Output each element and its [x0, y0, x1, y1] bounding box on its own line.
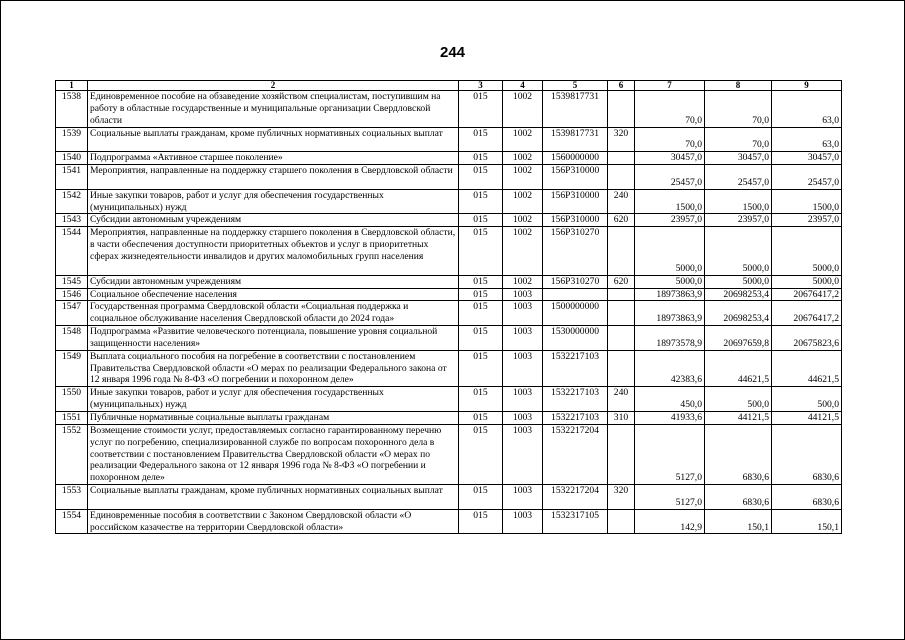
table-row: [56, 275, 842, 288]
row-name-cell: Единовременное пособие на обзаведение хозяйством специалистам, поступившим на работу в областные государственные и муниципальные организации Свердловской области: [88, 91, 459, 128]
section-code-cell: 1003: [503, 411, 543, 424]
row-name-cell: Иные закупки товаров, работ и услуг для обеспечения государственных (муниципальных) нужд: [88, 189, 459, 214]
ministry-code-cell: 015: [459, 189, 503, 214]
row-number-cell: 1539: [56, 127, 88, 152]
amount-col7-cell: 1500,0: [635, 189, 705, 214]
table-row: [56, 301, 842, 326]
row-name-cell: Субсидии автономным учреждениям: [88, 275, 459, 288]
expense-type-cell: [608, 152, 635, 165]
ministry-code-cell: 015: [459, 275, 503, 288]
amount-col9-cell: 6830,6: [772, 485, 842, 510]
amount-col9-cell: 20676417,2: [772, 288, 842, 301]
amount-col9-cell: 5000,0: [772, 227, 842, 275]
ministry-code-cell: 015: [459, 424, 503, 484]
target-article-cell: 156P310000: [543, 214, 608, 227]
target-article-cell: 156P310270: [543, 227, 608, 275]
expense-type-cell: 320: [608, 127, 635, 152]
header-cell: 9: [772, 81, 842, 91]
row-number-cell: 1544: [56, 227, 88, 275]
section-code-cell: 1003: [503, 387, 543, 412]
amount-col8-cell: 70,0: [705, 91, 772, 128]
expense-type-cell: [608, 227, 635, 275]
row-number-cell: 1547: [56, 301, 88, 326]
header-cell: 2: [88, 81, 459, 91]
amount-col7-cell: 30457,0: [635, 152, 705, 165]
target-article-cell: 156P310000: [543, 189, 608, 214]
target-article-cell: 156P310270: [543, 275, 608, 288]
table-body: [56, 91, 842, 534]
amount-col7-cell: 23957,0: [635, 214, 705, 227]
amount-col7-cell: 70,0: [635, 127, 705, 152]
amount-col8-cell: 6830,6: [705, 485, 772, 510]
header-cell: 6: [608, 81, 635, 91]
row-number-cell: 1552: [56, 424, 88, 484]
page-number: 244: [439, 44, 466, 61]
expense-type-cell: 320: [608, 485, 635, 510]
table-row: [56, 152, 842, 165]
amount-col9-cell: 20676417,2: [772, 301, 842, 326]
row-name-cell: Иные закупки товаров, работ и услуг для обеспечения государственных (муниципальных) нужд: [88, 387, 459, 412]
table-row: [56, 387, 842, 412]
table-row: [56, 214, 842, 227]
header-cell: 3: [459, 81, 503, 91]
table-row: [56, 165, 842, 190]
ministry-code-cell: 015: [459, 165, 503, 190]
target-article-cell: 1532217103: [543, 350, 608, 387]
expense-type-cell: [608, 350, 635, 387]
row-name-cell: Социальные выплаты гражданам, кроме публичных нормативных социальных выплат: [88, 127, 459, 152]
header-cell: 8: [705, 81, 772, 91]
amount-col9-cell: 1500,0: [772, 189, 842, 214]
target-article-cell: 1560000000: [543, 152, 608, 165]
ministry-code-cell: 015: [459, 227, 503, 275]
expense-type-cell: 620: [608, 275, 635, 288]
row-number-cell: 1541: [56, 165, 88, 190]
table-row: [56, 509, 842, 534]
table-row: [56, 411, 842, 424]
budget-table: [55, 80, 842, 534]
amount-col7-cell: 70,0: [635, 91, 705, 128]
amount-col9-cell: 150,1: [772, 509, 842, 534]
amount-col8-cell: 500,0: [705, 387, 772, 412]
section-code-cell: 1003: [503, 326, 543, 351]
ministry-code-cell: 015: [459, 301, 503, 326]
amount-col9-cell: 6830,6: [772, 424, 842, 484]
amount-col8-cell: 6830,6: [705, 424, 772, 484]
amount-col9-cell: 20675823,6: [772, 326, 842, 351]
table-row: [56, 189, 842, 214]
amount-col7-cell: 18973863,9: [635, 288, 705, 301]
expense-type-cell: 240: [608, 189, 635, 214]
target-article-cell: 1532217204: [543, 485, 608, 510]
target-article-cell: 1532217103: [543, 387, 608, 412]
table-row: [56, 424, 842, 484]
amount-col9-cell: 25457,0: [772, 165, 842, 190]
row-name-cell: Мероприятия, направленные на поддержку старшего поколения в Свердловской области: [88, 165, 459, 190]
row-number-cell: 1543: [56, 214, 88, 227]
section-code-cell: 1003: [503, 350, 543, 387]
target-article-cell: 156P310000: [543, 165, 608, 190]
expense-type-cell: [608, 509, 635, 534]
table-row: [56, 288, 842, 301]
ministry-code-cell: 015: [459, 152, 503, 165]
ministry-code-cell: 015: [459, 411, 503, 424]
section-code-cell: 1002: [503, 275, 543, 288]
row-name-cell: Единовременные пособия в соответствии с Законом Свердловской области «О российском казачестве на территории Свердловской области»: [88, 509, 459, 534]
amount-col7-cell: 5127,0: [635, 424, 705, 484]
expense-type-cell: [608, 326, 635, 351]
target-article-cell: 1532217204: [543, 424, 608, 484]
amount-col7-cell: 25457,0: [635, 165, 705, 190]
row-number-cell: 1553: [56, 485, 88, 510]
amount-col8-cell: 20697659,8: [705, 326, 772, 351]
amount-col9-cell: 500,0: [772, 387, 842, 412]
expense-type-cell: [608, 91, 635, 128]
row-number-cell: 1549: [56, 350, 88, 387]
ministry-code-cell: 015: [459, 91, 503, 128]
amount-col9-cell: 44621,5: [772, 350, 842, 387]
row-name-cell: Мероприятия, направленные на поддержку старшего поколения в Свердловской области, в части обеспечения доступности приоритетных объектов и услуг в приоритетных сферах жизнедеятельности инвалидов и других маломобильных групп населения: [88, 227, 459, 275]
target-article-cell: 1530000000: [543, 326, 608, 351]
ministry-code-cell: 015: [459, 509, 503, 534]
expense-type-cell: [608, 288, 635, 301]
amount-col8-cell: 44121,5: [705, 411, 772, 424]
section-code-cell: 1002: [503, 214, 543, 227]
expense-type-cell: [608, 165, 635, 190]
target-article-cell: [543, 288, 608, 301]
section-code-cell: 1002: [503, 227, 543, 275]
amount-col7-cell: 18973578,9: [635, 326, 705, 351]
section-code-cell: 1002: [503, 189, 543, 214]
section-code-cell: 1003: [503, 485, 543, 510]
row-name-cell: Подпрограмма «Развитие человеческого потенциала, повышение уровня социальной защищенности населения»: [88, 326, 459, 351]
row-number-cell: 1550: [56, 387, 88, 412]
row-name-cell: Публичные нормативные социальные выплаты гражданам: [88, 411, 459, 424]
amount-col9-cell: 23957,0: [772, 214, 842, 227]
ministry-code-cell: 015: [459, 127, 503, 152]
amount-col8-cell: 20698253,4: [705, 301, 772, 326]
header-cell: 1: [56, 81, 88, 91]
expense-type-cell: 240: [608, 387, 635, 412]
amount-col8-cell: 20698253,4: [705, 288, 772, 301]
row-name-cell: Выплата социального пособия на погребение в соответствии с постановлением Правительства Свердловской области «О мерах по реализации Федерального закона от 12 января 1996 года № 8-ФЗ «О погребении и похоронном деле»: [88, 350, 459, 387]
amount-col7-cell: 18973863,9: [635, 301, 705, 326]
row-number-cell: 1554: [56, 509, 88, 534]
target-article-cell: 1532317105: [543, 509, 608, 534]
row-number-cell: 1548: [56, 326, 88, 351]
amount-col8-cell: 44621,5: [705, 350, 772, 387]
row-name-cell: Социальное обеспечение населения: [88, 288, 459, 301]
row-name-cell: Субсидии автономным учреждениям: [88, 214, 459, 227]
amount-col8-cell: 5000,0: [705, 227, 772, 275]
target-article-cell: 1539817731: [543, 91, 608, 128]
header-row: [56, 81, 842, 91]
section-code-cell: 1002: [503, 127, 543, 152]
row-name-cell: Возмещение стоимости услуг, предоставляемых согласно гарантированному перечню услуг по погребению, специализированной службе по вопросам похоронного дела в соответствии с постановлением Правительства Свердловской области «О мерах по реализации Федерального закона от 12 января 1996 года № 8-ФЗ «О погребении и похоронном деле»: [88, 424, 459, 484]
amount-col7-cell: 5000,0: [635, 275, 705, 288]
ministry-code-cell: 015: [459, 288, 503, 301]
ministry-code-cell: 015: [459, 214, 503, 227]
section-code-cell: 1002: [503, 91, 543, 128]
table-row: [56, 326, 842, 351]
table-row: [56, 227, 842, 275]
table-row: [56, 91, 842, 128]
row-number-cell: 1542: [56, 189, 88, 214]
amount-col8-cell: 30457,0: [705, 152, 772, 165]
row-number-cell: 1538: [56, 91, 88, 128]
amount-col8-cell: 70,0: [705, 127, 772, 152]
amount-col8-cell: 150,1: [705, 509, 772, 534]
table-row: [56, 350, 842, 387]
expense-type-cell: 310: [608, 411, 635, 424]
header-cell: 7: [635, 81, 705, 91]
section-code-cell: 1003: [503, 509, 543, 534]
amount-col8-cell: 5000,0: [705, 275, 772, 288]
amount-col9-cell: 44121,5: [772, 411, 842, 424]
section-code-cell: 1003: [503, 288, 543, 301]
header-cell: 5: [543, 81, 608, 91]
row-number-cell: 1545: [56, 275, 88, 288]
amount-col9-cell: 30457,0: [772, 152, 842, 165]
amount-col7-cell: 5127,0: [635, 485, 705, 510]
amount-col8-cell: 1500,0: [705, 189, 772, 214]
expense-type-cell: [608, 424, 635, 484]
header-cell: 4: [503, 81, 543, 91]
expense-type-cell: 620: [608, 214, 635, 227]
target-article-cell: 1532217103: [543, 411, 608, 424]
amount-col8-cell: 25457,0: [705, 165, 772, 190]
table-row: [56, 485, 842, 510]
section-code-cell: 1003: [503, 424, 543, 484]
ministry-code-cell: 015: [459, 387, 503, 412]
amount-col8-cell: 23957,0: [705, 214, 772, 227]
row-name-cell: Подпрограмма «Активное старшее поколение»: [88, 152, 459, 165]
expense-type-cell: [608, 301, 635, 326]
section-code-cell: 1002: [503, 152, 543, 165]
section-code-cell: 1003: [503, 301, 543, 326]
amount-col7-cell: 450,0: [635, 387, 705, 412]
amount-col7-cell: 41933,6: [635, 411, 705, 424]
row-number-cell: 1551: [56, 411, 88, 424]
amount-col7-cell: 42383,6: [635, 350, 705, 387]
amount-col7-cell: 142,9: [635, 509, 705, 534]
amount-col9-cell: 63,0: [772, 91, 842, 128]
row-name-cell: Социальные выплаты гражданам, кроме публичных нормативных социальных выплат: [88, 485, 459, 510]
row-name-cell: Государственная программа Свердловской области «Социальная поддержка и социальное обслуживание населения Свердловской области до 2024 года»: [88, 301, 459, 326]
row-number-cell: 1546: [56, 288, 88, 301]
target-article-cell: 1539817731: [543, 127, 608, 152]
amount-col9-cell: 63,0: [772, 127, 842, 152]
ministry-code-cell: 015: [459, 326, 503, 351]
amount-col7-cell: 5000,0: [635, 227, 705, 275]
ministry-code-cell: 015: [459, 350, 503, 387]
ministry-code-cell: 015: [459, 485, 503, 510]
row-number-cell: 1540: [56, 152, 88, 165]
amount-col9-cell: 5000,0: [772, 275, 842, 288]
table-row: [56, 127, 842, 152]
target-article-cell: 1500000000: [543, 301, 608, 326]
section-code-cell: 1002: [503, 165, 543, 190]
